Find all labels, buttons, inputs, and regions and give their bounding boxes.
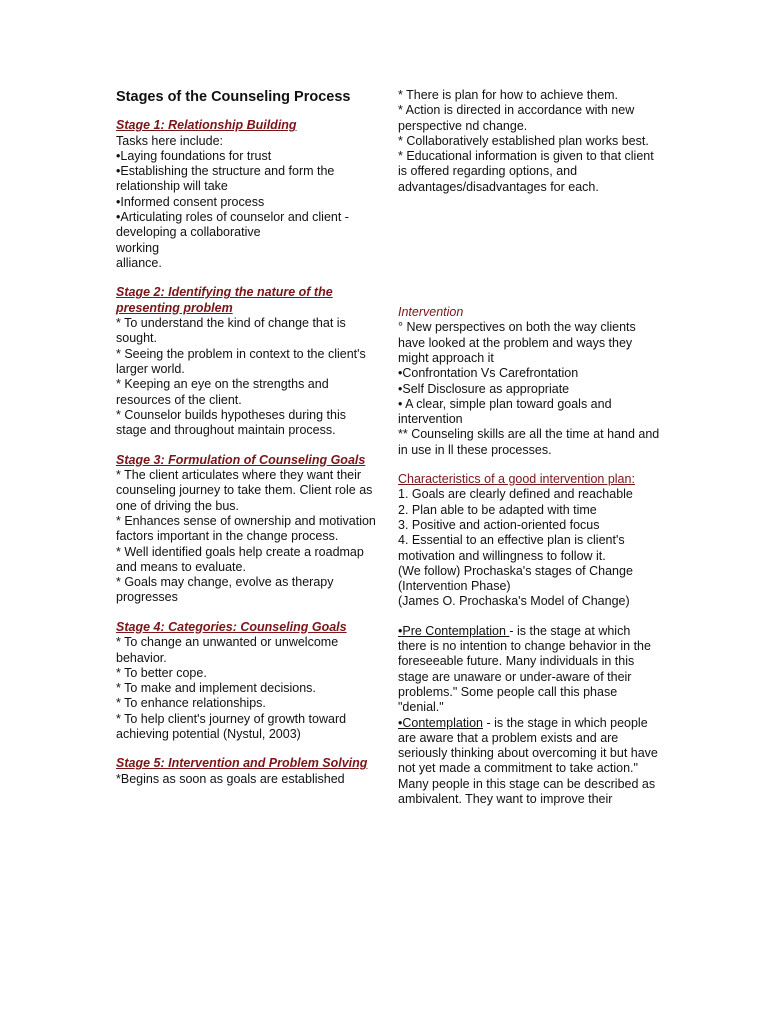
- stage-1-line: •Laying foundations for trust: [116, 148, 272, 163]
- contemplation-text: - is the stage in which people are aware that a problem exists and are seriously thinking about overcoming it but have not yet made a commitment to take action." Many people in this stage can be described as ambivalent. They want to improve their: [398, 715, 662, 806]
- stage-4-heading: Stage 4: Categories: Counseling Goals: [116, 619, 347, 634]
- right-column: [398, 88, 663, 807]
- characteristics-heading: Characteristics of a good intervention plan:: [398, 472, 635, 487]
- stage-4-section: [116, 620, 376, 743]
- intervention-heading: Intervention: [398, 305, 464, 320]
- stage-5-line: * There is plan for how to achieve them.: [398, 88, 619, 102]
- stage-2-line: * Keeping an eye on the strengths and resources of the client.: [116, 377, 333, 407]
- characteristics-line: 3. Positive and action-oriented focus: [398, 517, 600, 532]
- stage-1-section: [116, 118, 376, 271]
- stage-1-line: alliance.: [116, 255, 162, 270]
- stage-3-heading: Stage 3: Formulation of Counseling Goals: [116, 452, 366, 467]
- characteristics-line: (James O. Prochaska's Model of Change): [398, 594, 630, 609]
- intervention-line: •Self Disclosure as appropriate: [398, 381, 570, 396]
- stage-4-line: * To change an unwanted or unwelcome behavior.: [116, 635, 342, 665]
- stage-2-section: [116, 285, 376, 438]
- stage-2-line: * To understand the kind of change that is sought.: [116, 316, 350, 346]
- intervention-line: ** Counseling skills are all the time at hand and in use in ll these processes.: [398, 427, 663, 457]
- intervention-line: ° New perspectives on both the way clients have looked at the problem and ways they might approach it: [398, 320, 640, 365]
- characteristics-line: 2. Plan able to be adapted with time: [398, 502, 597, 517]
- stage-4-line: * To help client's journey of growth toward achieving potential (Nystul, 2003): [116, 711, 350, 741]
- characteristics-line: 4. Essential to an effective plan is client's motivation and willingness to follow it.: [398, 533, 629, 563]
- stage-3-line: * Enhances sense of ownership and motivation factors important in the change process.: [116, 513, 380, 544]
- stage-1-line: •Informed consent process: [116, 194, 265, 209]
- stage-5-line: * Educational information is given to that client is offered regarding options, and advantages/disadvantages for each.: [398, 149, 658, 194]
- stage-2-heading: Stage 2: Identifying the nature of the presenting problem: [116, 285, 333, 315]
- characteristics-section: [398, 472, 660, 610]
- stage-5-line: * Collaboratively established plan works best.: [398, 133, 649, 148]
- stage-1-heading: Stage 1: Relationship Building: [116, 118, 297, 132]
- intervention-line: • A clear, simple plan toward goals and intervention: [398, 396, 616, 427]
- stage-5-heading: Stage 5: Intervention and Problem Solving: [116, 756, 368, 771]
- precontemplation-paragraph: [398, 624, 660, 716]
- stage-5-continued: [398, 88, 660, 195]
- stage-4-line: * To enhance relationships.: [116, 696, 266, 711]
- stage-3-section: [116, 452, 380, 606]
- stage-3-line: * Goals may change, evolve as therapy progresses: [116, 575, 337, 605]
- stage-5-line: *Begins as soon as goals are established: [116, 771, 345, 786]
- stage-3-line: * Well identified goals help create a roadmap and means to evaluate.: [116, 544, 368, 574]
- intervention-section: [398, 305, 663, 458]
- stage-1-line: •Articulating roles of counselor and client - developing a collaborative: [116, 209, 353, 240]
- document-title: Stages of the Counseling Process: [116, 89, 351, 105]
- left-column: [116, 88, 380, 787]
- characteristics-line: (We follow) Prochaska's stages of Change (Intervention Phase): [398, 563, 637, 594]
- stage-2-line: * Seeing the problem in context to the client's larger world.: [116, 346, 370, 377]
- precontemplation-text: - is the stage at which there is no intention to change behavior in the foreseeable future. Many individuals in this stage are unaware or under-aware of their problems." Some people call this phase "denial.": [398, 623, 655, 715]
- intervention-line: •Confrontation Vs Carefrontation: [398, 366, 579, 381]
- stage-4-line: * To make and implement decisions.: [116, 681, 316, 696]
- stage-1-line: Tasks here include:: [116, 133, 224, 148]
- stage-3-line: * The client articulates where they want their counseling journey to take them. Client role as one of driving the bus.: [116, 468, 376, 513]
- stage-5-line: * Action is directed in accordance with new perspective nd change.: [398, 103, 638, 133]
- stage-1-line: working: [116, 240, 160, 255]
- contemplation-label: •Contemplation: [398, 715, 483, 730]
- contemplation-paragraph: [398, 716, 660, 808]
- stage-4-line: * To better cope.: [116, 665, 207, 680]
- stage-1-line: •Establishing the structure and form the relationship will take: [116, 164, 338, 194]
- stage-5-section: [116, 756, 376, 787]
- precontemplation-label: •Pre Contemplation: [398, 623, 510, 638]
- characteristics-line: 1. Goals are clearly defined and reachable: [398, 487, 633, 502]
- stage-2-line: * Counselor builds hypotheses during this stage and throughout maintain process.: [116, 407, 350, 438]
